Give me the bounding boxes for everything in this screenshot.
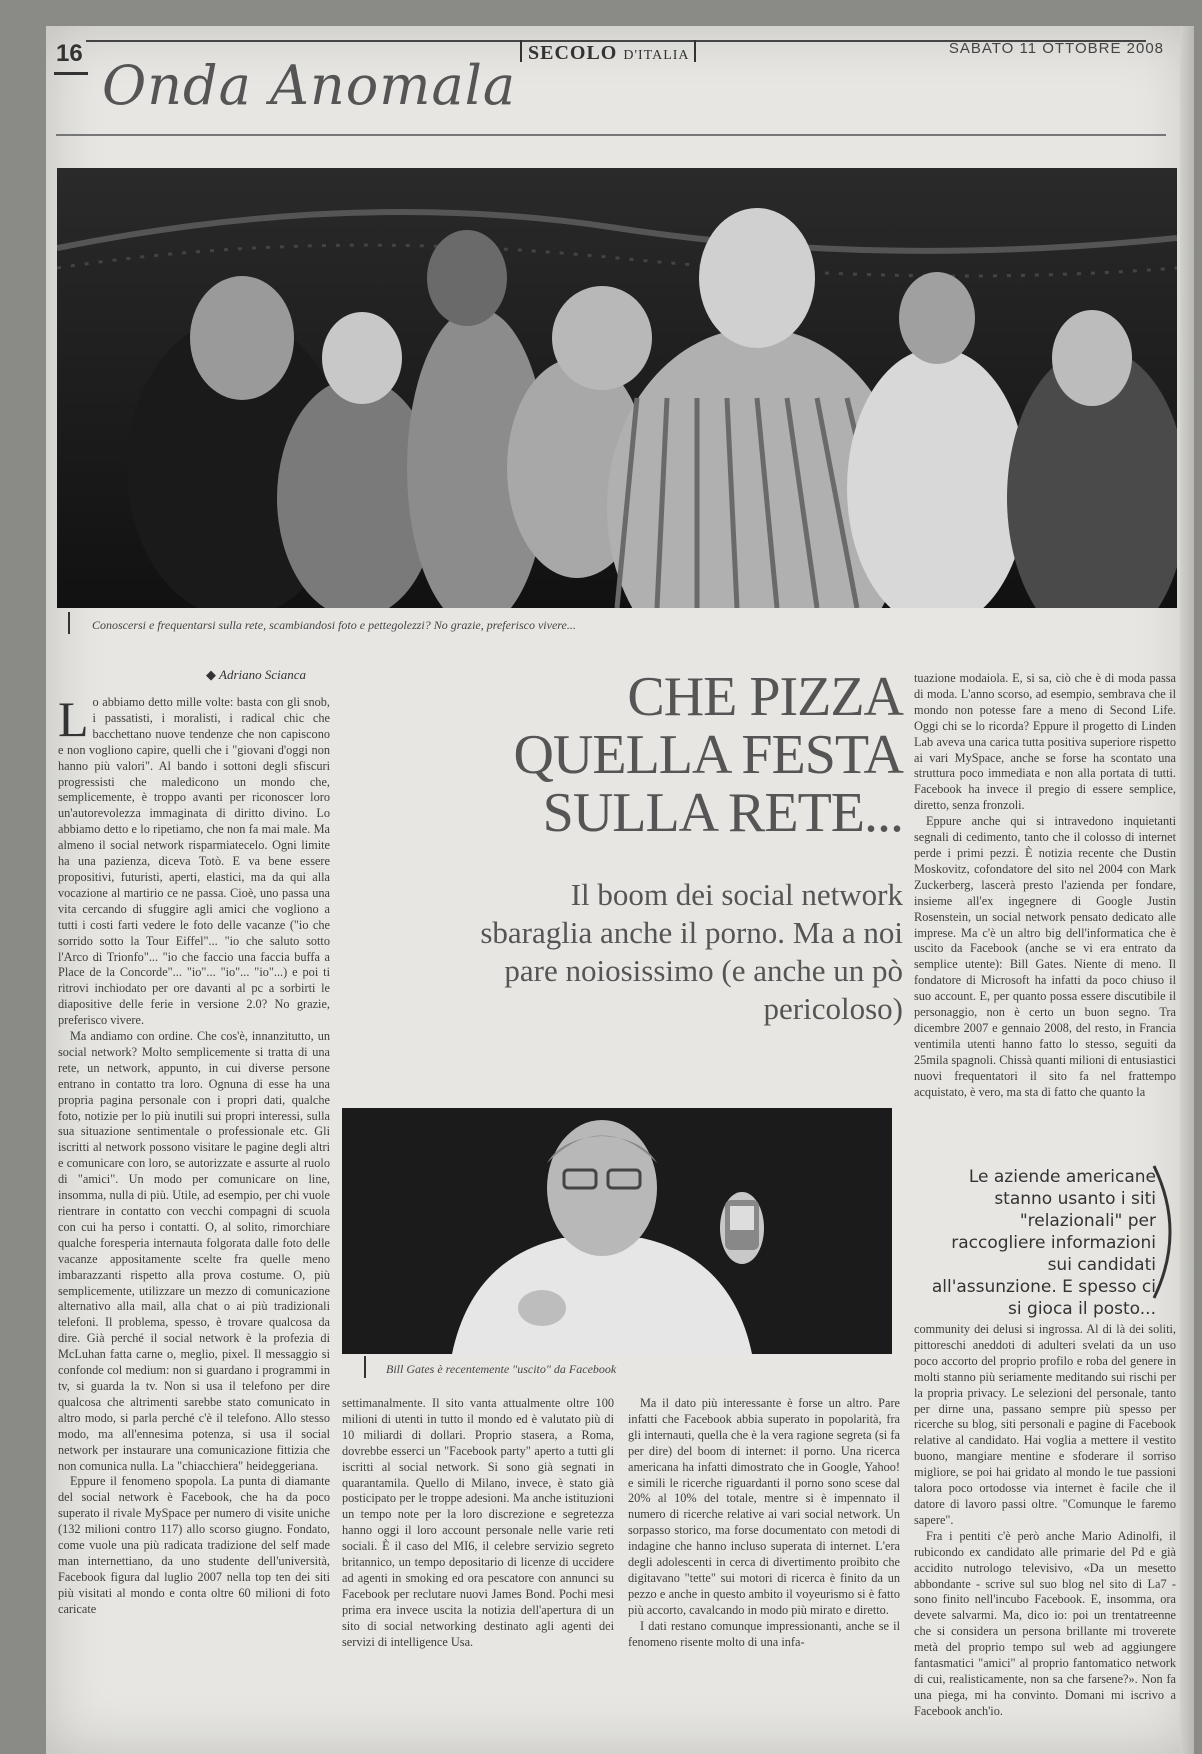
article-paragraph: Eppure anche qui si intravedono inquietanti segnali di cedimento, tanto che il colosso di internet perde i primi pezzi. È notizia recente che Dustin Moskovitz, cofondatore del sito nel 2004 con Mark Zuckerberg, lascerà presto l'azienda per fondare, insieme all'ex ingegnere di Google Justin Rosenstein, un social network pensato dedicato alle imprese. Ma c'è un altro big dell'informatica che è uscito da Facebook (anche se vi era entrato da semplice utente): Bill Gates. Niente di meno. Il fondatore di Microsoft ha infatti da poco chiuso il suo account. E, per quanto possa essere discutibile il personaggio, non è certo un buon segno. Tra dicembre 2007 e gennaio 2008, del resto, in Francia ventimila utenti hanno fatto lo stesso, seguiti da 25mila spagnoli. Chissà quanti milioni di entusiastici nuovi frequentatori il sito fa nel frattempo acquistato, è vero, ma sta di fatto che quanto la — [914, 814, 1176, 1099]
article-column-1 — [58, 695, 330, 1735]
bill-gates-photo-caption: Bill Gates è recentemente "uscito" da Facebook — [386, 1362, 617, 1376]
page-number: 16 — [56, 40, 83, 67]
masthead-divider-left — [520, 40, 522, 62]
page-number-underline — [54, 72, 88, 75]
issue-date: SABATO 11 OTTOBRE 2008 — [948, 40, 1164, 57]
section-title: Onda Anomala — [102, 54, 517, 117]
headline: CHE PIZZA QUELLA FESTA SULLA RETE... — [513, 666, 903, 844]
article-column-4-bottom — [914, 1322, 1176, 1736]
article-paragraph: Ma andiamo con ordine. Che cos'è, innanzitutto, un social network? Molto semplicemente si tratta di una rete, un network, appunto, in cui diverse persone entrano in contatto tra loro. Ognuna di esse ha una propria pagina personale con i propri dati, qualche foto, notizie per lo più inutili sui propri interessi, sulla sua situazione sentimentale o professionale etc. Gli iscritti al network possono visitare le pagine degli altri e comunicare con loro, se autorizzate e assurte al ruolo di "amici". Un modo per comunicare on line, insomma, nulla di più. Utile, ad esempio, per chi vuole rientrare in contatto con vecchi compagni di scuola con cui ha perso i contatti. O, al solito, rimorchiare qualche foresperia internauta folgorata dalle foto delle vacanze appositamente scelte fra quelle meno imbarazzanti rispetto alla prova costume. O, più semplicemente, utilizzare un mezzo di comunicazione alternativo alla mail, alla chat o ai più tradizionali telefoni. Il problema, spesso, è trovare qualcosa da dire. Già perché il social network è la profezia di McLuhan fatta carne o, meglio, pixel. Il messaggio si confonde col medium: non si guardano i programmi in tv, si guarda la tv. Non si usa il telefono per dire qualcosa che altrimenti sarebbe stato comunicato in altro modo, si parla perché c'è il telefono. Allo stesso modo, ma all'ennesima potenza, si usa il social network per instaurare una comunicazione fittizia che non comunica nulla. La "chiacchiera" heideggeriana. — [58, 1029, 330, 1473]
article-paragraph — [58, 695, 330, 1029]
section-rule — [56, 134, 1166, 136]
party-photo-caption: Conoscersi e frequentarsi sulla rete, scambiandosi foto e pettegolezzi? No grazie, preferisco vivere... — [92, 618, 576, 632]
newspaper-page — [46, 26, 1194, 1754]
article-paragraph: Eppure il fenomeno spopola. La punta di diamante del social network è Facebook, che ha da poco superato il rivale MySpace per numero di visite uniche (132 milioni contro 117) allo scorso giugno. Fondato, come vuole una più radicata tradizione del self made man internettiano, da uno studente dell'università, Facebook figura dal luglio 2007 nella top ten dei siti più visitati al mondo e conta oltre 60 milioni di foto caricate — [58, 1474, 330, 1616]
byline-bullet-icon: ◆ — [206, 667, 216, 682]
bill-gates-photo — [342, 1108, 892, 1354]
article-paragraph: tuazione modaiola. E, si sa, ciò che è di moda passa di moda. L'anno scorso, ad esempio, sembrava che il mondo non potesse fare a meno di Second Life. Oggi chi se lo ricorda? Eppure il progetto di Linden Lab aveva una carica tutta positiva superiore rispetto ai vari MySpace, anche se forse ha scontato una struttura poco immediata e non alla portata di tutti. Facebook ha invece il pregio di essere semplice, diretto, senza fronzoli. — [914, 671, 1176, 813]
page-fold-shadow — [1180, 26, 1194, 1754]
article-paragraph: community dei delusi si ingrossa. Al di là dei soliti, pittoreschi aneddoti di adulteri svelati da un uso poco accorto del proprio profilo e roba del genere in molti stanno più seriamente meditando sui rischi per la propria privacy. Le selezioni del personale, tanto per dirne una, passano sempre più spesso per ricerche su blog, siti personali e pagine di Facebook relative al candidato. Hai voglia a mettere il vestito buono, mangiare mentine e sfoderare il sorriso migliore, se poi hai gridato al mondo le tue passioni talora poco ortodosse via internet è facile che il datore di lavoro passi oltre. "Comunque le faremo sapere". — [914, 1322, 1176, 1527]
caption-bar — [68, 612, 70, 634]
bill-gates-photo-image — [342, 1108, 892, 1354]
article-paragraph: I dati restano comunque impressionanti, anche se il fenomeno risente molto di una infa- — [628, 1618, 900, 1649]
article-paragraph: settimanalmente. Il sito vanta attualmente oltre 100 milioni di utenti in tutto il mondo ed è valutato più di 10 miliardi di dollari. Proprio stasera, a Roma, dovrebbe esserci un "Facebook party" aperto a tutti gli iscritti al social network. Si sono già segnati in quarantamila. Quello di Milano, invece, è stato già posticipato per le troppe adesioni. Ma anche istituzioni un tempo note per la loro discrezione e segretezza hanno oggi il loro account personale nelle varie reti sociali. È il caso del MI6, il celebre servizio segreto britannico, un tempo depositario di licenze di uccidere ad agenti in smoking ed ora pescatore con annunci su Facebook per reclutare nuovi James Bond. Pochi mesi prima era invece uscita la notizia dell'apertura di un sito di social networking destinato agli agenti dei servizi di intelligence Usa. — [342, 1396, 614, 1649]
article-paragraph: Ma il dato più interessante è forse un altro. Pare infatti che Facebook abbia superato in popolarità, fra gli internauti, quella che è la vera ragione segreta (si fa per dire) del boom di internet: il porno. Una ricerca americana ha infatti dimostrato che in Google, Yahoo! e simili le ricerche riguardanti il porno sono scese dal 20% al 10% del totale, mentre si è impennato il numero di ricerche relative ai vari social network. Un sorpasso storico, ma forse documentato con metodi di indagine che hanno incluso superata di internet. L'era degli adolescenti in cerca di divertimento proibito che digitavano "tette" sui motori di ricerca è finito da un pezzo e anche in questo ambito il voyeurismo si è fatto più accorto, cavalcando in modo più mirato e diretto. — [628, 1396, 900, 1617]
paragraph-text: o abbiamo detto mille volte: basta con gli snob, i passatisti, i moralisti, i radical chic che bacchettano nuove tendenze che non capiscono e non vogliono capire, quelli che i "giovani d'oggi non hanno più valori". Al bando i sottoni degli sfiscuri progressisti che maledicono un mondo che, semplicemente, è troppo avanti per riconoscer loro un'autorevolezza immaginata di diritto divino. Lo abbiamo detto e lo ripetiamo, che non fa mai male. Ma almeno il social network risparmiatecelo. Ogni limite ha una pazienza, diceva Totò. E va bene essere propositivi, futuristi, aperti, elastici, ma da qui alla vocazione al martirio ce ne passa. Cioè, uno passa una vita cercando di sfuggire agli amici che vogliono a tutti i costi farti vedere le foto delle vacanze ("io che sorrido sotto la Tour Eiffel"... "io che saluto sotto l'Arco di Trionfo"... "io che faccio una faccia buffa a Place de la Concorde"... "io"... "io"... "io"...) e poi ti ritrovi inchiodato per ore davanti al pc a sorbirti le diapositive delle ferie in versione 2.0? No grazie, preferisco vivere. — [58, 695, 330, 1028]
masthead-divider-right — [694, 40, 696, 62]
subheadline: Il boom dei social network sbaraglia anche il porno. Ma a noi pare noiosissimo (e anche un pò pericoloso) — [480, 877, 903, 1026]
caption-bar — [364, 1356, 366, 1378]
article-paragraph: Fra i pentiti c'è però anche Mario Adinolfi, il rubicondo ex candidato alle primarie del Pd e già accidito nutrologo televisivo, «Da un mesetto abbondante - scrive sul suo blog nel sito di La7 - sono finito nell'incubo Facebook. E, insomma, ora devete salvarmi. Ma, dico io: poi un trentatreenne che si considera un persona brillante mi troverete metà del proprio tempo sul web ad aggiungere fantasmatici "amici" al proprio fantomatico network di cui, realisticamente, non sa che farsene?». Non fa una piega, mi ha convinto. Domani mi iscrivo a Facebook anch'io. — [914, 1528, 1176, 1718]
byline — [206, 667, 306, 683]
newspaper-name — [528, 42, 690, 65]
pull-quote: Le aziende americane stanno usanto i siti "relazionali" per raccogliere informazioni sui candidati all'assunzione. E spesso ci si gioca il posto... — [931, 1167, 1156, 1319]
newspaper-name-main: SECOLO — [528, 42, 618, 64]
drop-cap: L — [58, 695, 89, 747]
party-photo — [57, 168, 1177, 608]
newspaper-name-suffix: D'ITALIA — [623, 48, 690, 63]
party-photo-image — [57, 168, 1177, 608]
article-column-2 — [342, 1396, 614, 1736]
byline-author: Adriano Scianca — [219, 667, 307, 682]
article-column-4-top — [914, 671, 1176, 1141]
article-column-3 — [628, 1396, 900, 1736]
